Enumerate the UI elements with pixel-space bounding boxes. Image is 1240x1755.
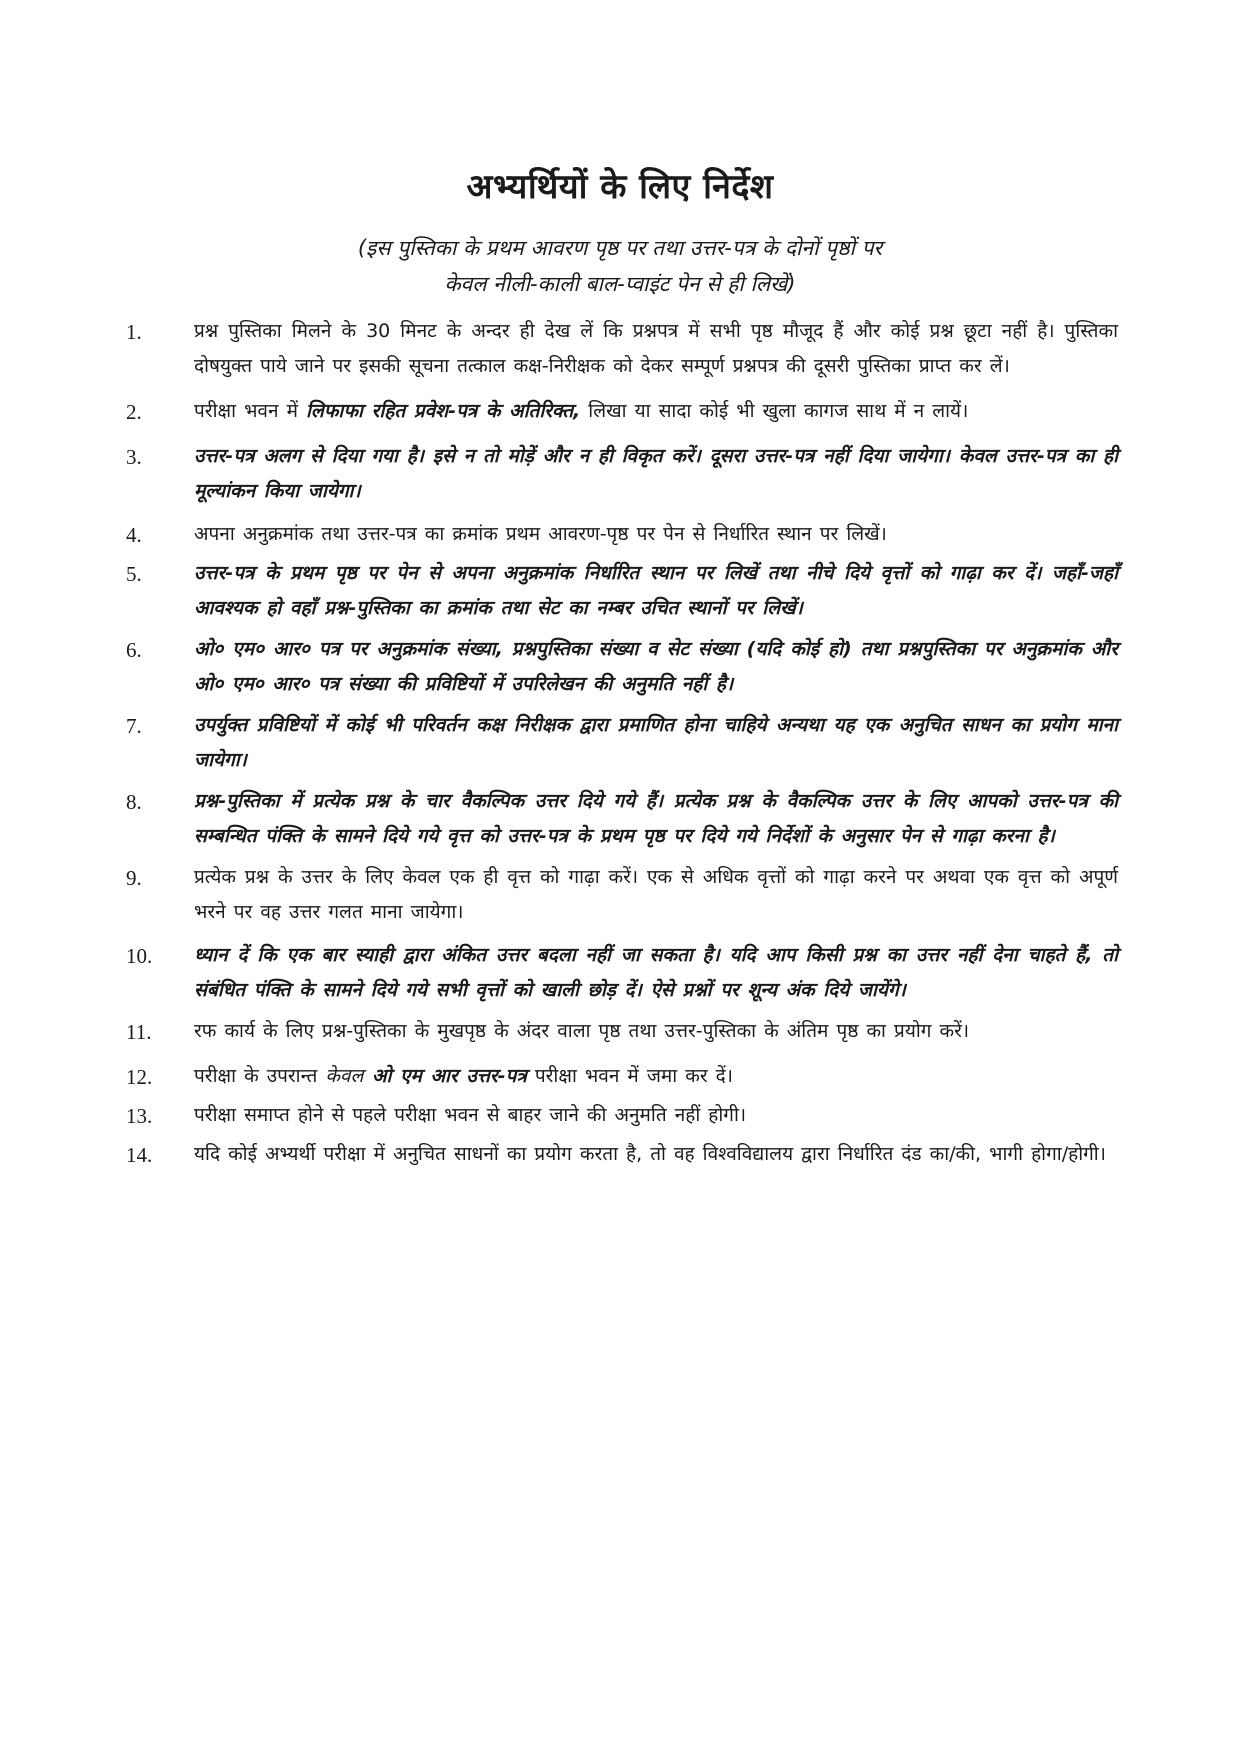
instruction-number: 14. (126, 1143, 153, 1167)
instruction-text-part: लिखा या सादा कोई भी खुला कागज साथ में न लायें। (580, 400, 969, 422)
instruction-number: 8. (126, 790, 142, 814)
instruction-text: उत्तर-पत्र अलग से दिया गया है। इसे न तो मोड़ें और न ही विकृत करें। दूसरा उत्तर-पत्र नहीं दिया जायेगा। केवल उत्तर-पत्र का ही मूल्यांकन किया जायेगा। (194, 445, 1118, 502)
page-title: अभ्यर्थियों के लिए निर्देश (466, 167, 774, 207)
instruction-item (118, 938, 1118, 1008)
instruction-number: 4. (126, 523, 142, 547)
instruction-item (118, 314, 1118, 384)
instruction-number: 10. (126, 944, 153, 968)
instruction-item (118, 394, 1118, 429)
instruction-item (118, 708, 1118, 778)
subtitle-line-1: (इस पुस्तिका के प्रथम आवरण पृष्ठ पर तथा उत्तर-पत्र के दोनों पृष्ठों पर (357, 236, 883, 260)
instruction-item (118, 1098, 1118, 1133)
instruction-item (118, 1059, 1118, 1094)
instruction-item (118, 556, 1118, 626)
instruction-text-part: परीक्षा भवन में (194, 400, 306, 422)
instruction-text (194, 1059, 1118, 1094)
instruction-number: 11. (126, 1020, 152, 1044)
subtitle-line-2: केवल नीली-काली बाल-प्वाइंट पेन से ही लिखें) (444, 272, 796, 296)
instruction-item (118, 439, 1118, 509)
instruction-number: 1. (126, 320, 142, 344)
instruction-text: प्रश्न पुस्तिका मिलने के 30 मिनट के अन्दर ही देख लें कि प्रश्नपत्र में सभी पृष्ठ मौजूद हैं और कोई प्रश्न छूटा नहीं है। पुस्तिका दोषयुक्त पाये जाने पर इसकी सूचना तत्काल कक्ष-निरीक्षक को देकर सम्पूर्ण प्रश्नपत्र की दूसरी पुस्तिका प्राप्त कर लें। (194, 320, 1118, 377)
instruction-number: 5. (126, 562, 142, 586)
instruction-text: अपना अनुक्रमांक तथा उत्तर-पत्र का क्रमांक प्रथम आवरण-पृष्ठ पर पेन से निर्धारित स्थान पर लिखें। (194, 523, 887, 545)
instruction-text: ध्यान दें कि एक बार स्याही द्वारा अंकित उत्तर बदला नहीं जा सकता है। यदि आप किसी प्रश्न का उत्तर नहीं देना चाहते हैं, तो संबंधित पंक्ति के सामने दिये गये सभी वृत्तों को खाली छोड़ दें। ऐसे प्रश्नों पर शून्य अंक दिये जायेंगे। (194, 944, 1118, 1001)
instruction-number: 12. (126, 1065, 153, 1089)
instruction-text: प्रश्न-पुस्तिका में प्रत्येक प्रश्न के चार वैकल्पिक उत्तर दिये गये हैं। प्रत्येक प्रश्न के वैकल्पिक उत्तर के लिए आपको उत्तर-पत्र की सम्बन्धित पंक्ति के सामने दिये गये वृत्त को उत्तर-पत्र के प्रथम पृष्ठ पर दिये गये निर्देशों के अनुसार पेन से गाढ़ा करना है। (194, 790, 1118, 847)
instruction-text: उत्तर-पत्र के प्रथम पृष्ठ पर पेन से अपना अनुक्रमांक निर्धारित स्थान पर लिखें तथा नीचे दिये वृत्तों को गाढ़ा कर दें। जहाँ-जहाँ आवश्यक हो वहाँ प्रश्न-पुस्तिका का क्रमांक तथा सेट का नम्बर उचित स्थानों पर लिखें। (194, 562, 1118, 619)
instruction-item (118, 632, 1118, 702)
instruction-text: उपर्युक्त प्रविष्टियों में कोई भी परिवर्तन कक्ष निरीक्षक द्वारा प्रमाणित होना चाहिये अन्यथा यह एक अनुचित साधन का प्रयोग माना जायेगा। (194, 714, 1118, 771)
instruction-text: रफ कार्य के लिए प्रश्न-पुस्तिका के मुखपृष्ठ के अंदर वाला पृष्ठ तथा उत्तर-पुस्तिका के अंतिम पृष्ठ का प्रयोग करें। (194, 1020, 970, 1042)
instruction-number: 9. (126, 866, 142, 890)
instruction-number: 13. (126, 1104, 153, 1128)
instruction-text: यदि कोई अभ्यर्थी परीक्षा में अनुचित साधनों का प्रयोग करता है, तो वह विश्वविद्यालय द्वारा निर्धारित दंड का/की, भागी होगा/होगी। (194, 1143, 1106, 1165)
instruction-text: ओ० एम० आर० पत्र पर अनुक्रमांक संख्या, प्रश्नपुस्तिका संख्या व सेट संख्या (यदि कोई हो) तथा प्रश्नपुस्तिका पर अनुक्रमांक और ओ० एम० आर० पत्र संख्या की प्रविष्टियों में उपरिलेखन की अनुमति नहीं है। (194, 638, 1118, 695)
instruction-item (118, 1014, 1118, 1049)
instruction-text-italic: केवल (325, 1065, 364, 1087)
instruction-text: प्रत्येक प्रश्न के उत्तर के लिए केवल एक ही वृत्त को गाढ़ा करें। एक से अधिक वृत्तों को गाढ़ा करने पर अथवा एक वृत्त को अपूर्ण भरने पर वह उत्तर गलत माना जायेगा। (194, 866, 1118, 923)
instruction-item (118, 860, 1118, 930)
instruction-text-part: परीक्षा भवन में जमा कर दें। (526, 1065, 733, 1087)
instruction-number: 3. (126, 445, 142, 469)
instruction-item (118, 784, 1118, 854)
instruction-item (118, 517, 1118, 552)
instruction-number: 6. (126, 638, 142, 662)
instruction-number: 2. (126, 400, 142, 424)
instructions-list (118, 314, 1118, 1172)
instruction-text: परीक्षा समाप्त होने से पहले परीक्षा भवन से बाहर जाने की अनुमति नहीं होगी। (194, 1104, 747, 1126)
instruction-number: 7. (126, 714, 142, 738)
instruction-text-emphasis: ओ एम आर उत्तर-पत्र (363, 1065, 527, 1087)
instruction-item (118, 1137, 1118, 1172)
instruction-text (194, 394, 1118, 429)
instruction-text-emphasis: लिफाफा रहित प्रवेश-पत्र के अतिरिक्त, (305, 400, 581, 422)
instruction-text-part: परीक्षा के उपरान्त (194, 1065, 326, 1087)
